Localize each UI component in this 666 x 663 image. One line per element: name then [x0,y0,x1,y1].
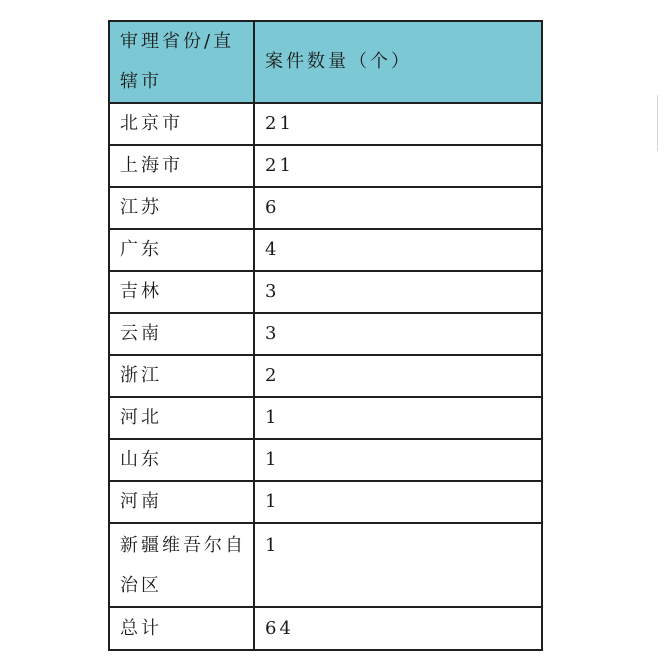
header-count: 案件数量（个） [254,21,542,103]
region-cell: 新疆维吾尔自治区 [109,523,254,607]
region-cell: 河北 [109,397,254,439]
table-row [109,313,542,355]
total-label: 总计 [109,607,254,650]
region-cell: 河南 [109,481,254,523]
count-cell: 1 [254,439,542,481]
table-header-row [109,21,542,103]
table-row [109,103,542,145]
total-count: 64 [254,607,542,650]
region-cell: 上海市 [109,145,254,187]
count-cell: 3 [254,313,542,355]
table-row [109,145,542,187]
region-cell: 江苏 [109,187,254,229]
table-row [109,355,542,397]
count-cell: 1 [254,481,542,523]
region-cell: 山东 [109,439,254,481]
count-cell: 3 [254,271,542,313]
header-region: 审理省份/直辖市 [109,21,254,103]
case-count-table [108,20,543,651]
table-row [109,481,542,523]
count-cell: 1 [254,397,542,439]
table-row [109,397,542,439]
region-cell: 吉林 [109,271,254,313]
count-cell: 21 [254,145,542,187]
table-row [109,187,542,229]
count-cell: 2 [254,355,542,397]
region-cell: 浙江 [109,355,254,397]
table-row [109,439,542,481]
table-row [109,523,542,607]
region-cell: 广东 [109,229,254,271]
count-cell: 21 [254,103,542,145]
count-cell: 4 [254,229,542,271]
total-row [109,607,542,650]
count-cell: 6 [254,187,542,229]
right-edge-rule [657,95,658,151]
count-cell: 1 [254,523,542,607]
region-cell: 云南 [109,313,254,355]
table-row [109,229,542,271]
region-cell: 北京市 [109,103,254,145]
table-row [109,271,542,313]
